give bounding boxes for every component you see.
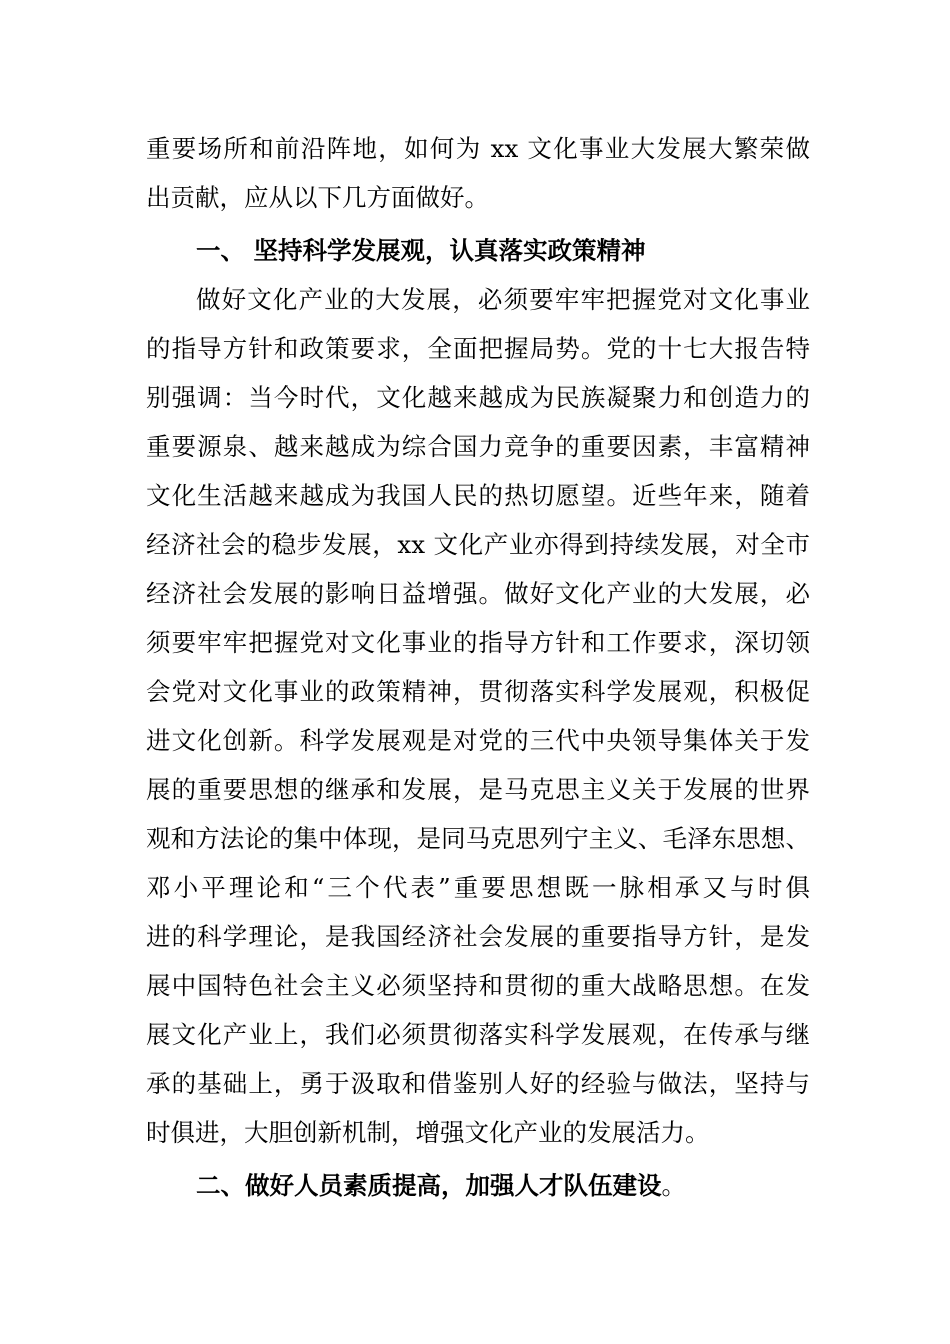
body-line: 的指导方针和政策要求，全面把握局势。党的十七大报告特 xyxy=(146,334,810,363)
body-line: 承的基础上，勇于汲取和借鉴别人好的经验与做法，坚持与 xyxy=(146,1069,810,1098)
body-line: 文化生活越来越成为我国人民的热切愿望。近些年来，随着 xyxy=(146,481,810,510)
body-line: 须要牢牢把握党对文化事业的指导方针和工作要求，深切领 xyxy=(146,628,810,657)
body-line: 别强调：当今时代，文化越来越成为民族凝聚力和创造力的 xyxy=(146,383,810,412)
body-line: 出贡献，应从以下几方面做好。 xyxy=(146,183,489,212)
body-line: 做好文化产业的大发展，必须要牢牢把握党对文化事业 xyxy=(196,285,810,314)
body-line: 重要源泉、越来越成为综合国力竞争的重要因素，丰富精神 xyxy=(146,432,810,461)
body-line: 展文化产业上，我们必须贯彻落实科学发展观，在传承与继 xyxy=(146,1020,810,1049)
body-line: 经济社会发展的影响日益增强。做好文化产业的大发展，必 xyxy=(146,579,810,608)
body-line: 时俱进，大胆创新机制，增强文化产业的发展活力。 xyxy=(146,1118,710,1147)
body-line: 会党对文化事业的政策精神，贯彻落实科学发展观，积极促 xyxy=(146,677,810,706)
document-body xyxy=(146,124,810,1210)
section-heading-1: 一、 坚持科学发展观，认真落实政策精神 xyxy=(196,236,646,265)
section-heading-2-text: 二、做好人员素质提高，加强人才队伍建设 xyxy=(196,1171,662,1200)
section-heading-2 xyxy=(146,1161,810,1210)
body-line: 进的科学理论，是我国经济社会发展的重要指导方针，是发 xyxy=(146,922,810,951)
body-line: 经济社会的稳步发展，xx 文化产业亦得到持续发展，对全市 xyxy=(146,530,810,559)
section-heading-2-period: 。 xyxy=(661,1171,686,1200)
body-line: 观和方法论的集中体现，是同马克思列宁主义、毛泽东思想、 xyxy=(146,824,810,853)
body-line: 重要场所和前沿阵地，如何为 xx 文化事业大发展大繁荣做 xyxy=(146,134,810,163)
body-line: 展的重要思想的继承和发展，是马克思主义关于发展的世界 xyxy=(146,775,810,804)
body-line: 邓小平理论和“三个代表”重要思想既一脉相承又与时俱 xyxy=(146,873,810,902)
body-line: 进文化创新。科学发展观是对党的三代中央领导集体关于发 xyxy=(146,726,810,755)
body-line: 展中国特色社会主义必须坚持和贯彻的重大战略思想。在发 xyxy=(146,971,810,1000)
